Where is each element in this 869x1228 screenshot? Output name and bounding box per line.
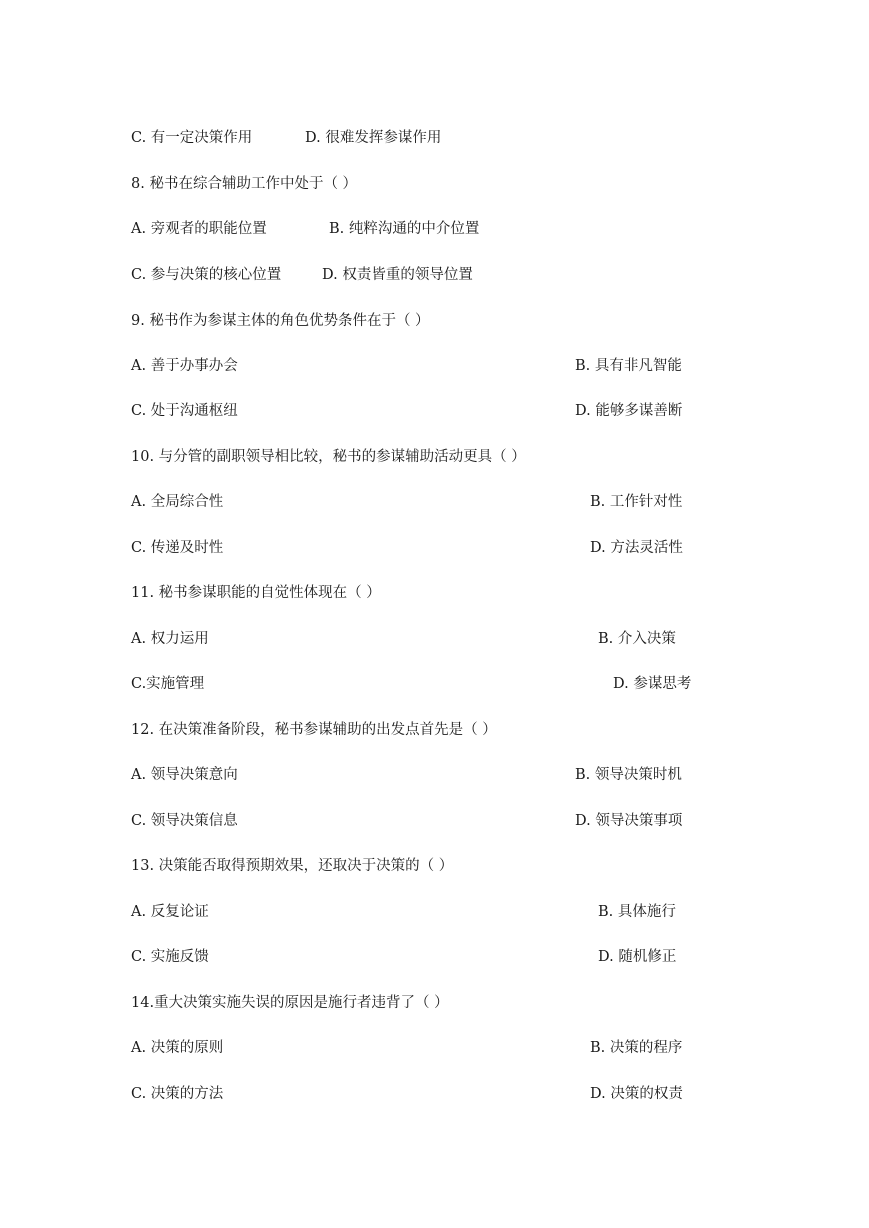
option-14b: B. 决策的程序 bbox=[590, 1040, 683, 1056]
option-12a: A. 领导决策意向 bbox=[131, 767, 238, 783]
option-13c: C. 实施反馈 bbox=[131, 949, 209, 965]
option-11a: A. 权力运用 bbox=[131, 631, 209, 647]
option-10c: C. 传递及时性 bbox=[131, 540, 224, 556]
option-9c: C. 处于沟通枢纽 bbox=[131, 403, 238, 419]
option-12c: C. 领导决策信息 bbox=[131, 813, 238, 829]
option-10a: A. 全局综合性 bbox=[131, 494, 224, 510]
option-14a: A. 决策的原则 bbox=[131, 1040, 224, 1056]
option-10d: D. 方法灵活性 bbox=[590, 540, 683, 556]
option-13a: A. 反复论证 bbox=[131, 904, 209, 920]
question-9: 9. 秘书作为参谋主体的角色优势条件在于（ ） bbox=[131, 313, 430, 329]
option-8d: D. 权责皆重的领导位置 bbox=[322, 267, 473, 283]
question-14: 14.重大决策实施失误的原因是施行者违背了（ ） bbox=[131, 995, 449, 1011]
option-9d: D. 能够多谋善断 bbox=[575, 403, 683, 419]
question-10: 10. 与分管的副职领导相比较，秘书的参谋辅助活动更具（ ） bbox=[131, 449, 526, 465]
option-14d: D. 决策的权责 bbox=[590, 1086, 683, 1102]
option-12b: B. 领导决策时机 bbox=[575, 767, 682, 783]
option-10b: B. 工作针对性 bbox=[590, 494, 683, 510]
question-8: 8. 秘书在综合辅助工作中处于（ ） bbox=[131, 176, 358, 192]
question-13: 13. 决策能否取得预期效果，还取决于决策的（ ） bbox=[131, 858, 454, 874]
option-7c: C. 有一定决策作用 bbox=[131, 130, 253, 146]
option-8c: C. 参与决策的核心位置 bbox=[131, 267, 282, 283]
option-9b: B. 具有非凡智能 bbox=[575, 358, 682, 374]
option-8a: A. 旁观者的职能位置 bbox=[131, 221, 267, 237]
option-14c: C. 决策的方法 bbox=[131, 1086, 224, 1102]
question-11: 11. 秘书参谋职能的自觉性体现在（ ） bbox=[131, 585, 381, 601]
option-11c: C.实施管理 bbox=[131, 676, 205, 692]
option-13d: D. 随机修正 bbox=[598, 949, 677, 965]
option-9a: A. 善于办事办会 bbox=[131, 358, 238, 374]
option-11b: B. 介入决策 bbox=[598, 631, 676, 647]
option-11d: D. 参谋思考 bbox=[613, 676, 692, 692]
option-8b: B. 纯粹沟通的中介位置 bbox=[329, 221, 480, 237]
option-7d: D. 很难发挥参谋作用 bbox=[305, 130, 442, 146]
question-12: 12. 在决策准备阶段，秘书参谋辅助的出发点首先是（ ） bbox=[131, 722, 497, 738]
option-12d: D. 领导决策事项 bbox=[575, 813, 683, 829]
option-13b: B. 具体施行 bbox=[598, 904, 676, 920]
